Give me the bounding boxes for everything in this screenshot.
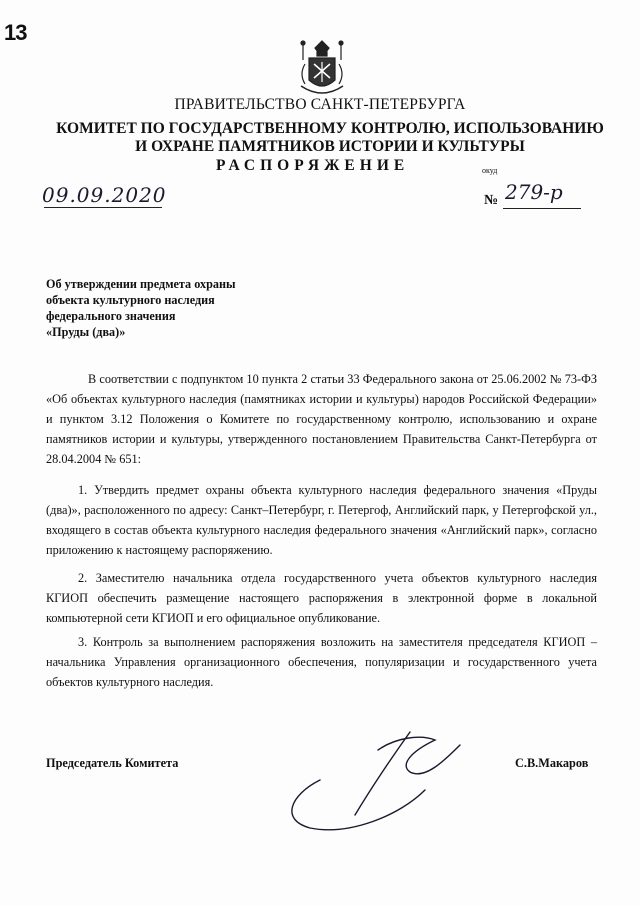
subject-line-1: Об утверждении предмета охраны [46,277,236,291]
committee-name-line-1: КОМИТЕТ ПО ГОСУДАРСТВЕННОМУ КОНТРОЛЮ, ИСПОЛЬЗОВАНИЮ [56,120,604,137]
document-subject [46,276,306,340]
item-2-paragraph: 2. Заместителю начальника отдела государственного учета объектов культурного наследия КГИОП обеспечить размещение настоящего распоряжения в электронной форме в локальной компьютерной сети КГИОП и его официальное опубликование. [46,571,597,625]
signatory-title: Председатель Комитета [46,756,179,770]
government-title: ПРАВИТЕЛЬСТВО САНКТ-ПЕТЕРБУРГА [174,96,466,113]
coat-of-arms-icon [295,38,349,100]
document-type: РАСПОРЯЖЕНИЕ [216,157,410,174]
okud-label: окуд [482,166,498,175]
item-1-paragraph: 1. Утвердить предмет охраны объекта культурного наследия федерального значения «Пруды (два)», расположенного по адресу: Санкт–Петербург, г. Петергоф, Английский парк, у Петергофской ул., входящего в состав объекта культурного наследия федерального значения «Английский парк», согласно приложению к настоящему распоряжению. [46,483,597,557]
number-underline [503,208,581,209]
archive-stamp: 13 [4,20,27,45]
document-number: 279-р [505,180,563,204]
committee-name [40,120,620,156]
subject-line-4: «Пруды (два)» [46,325,126,339]
committee-name-line-2: И ОХРАНЕ ПАМЯТНИКОВ ИСТОРИИ И КУЛЬТУРЫ [135,138,525,155]
signatory-name: С.В.Макаров [515,756,589,770]
date-underline [44,207,162,208]
number-label: № [484,193,499,208]
document-date: 09.09.2020 [42,183,167,207]
handwritten-signature [260,720,480,840]
item-3-paragraph: 3. Контроль за выполнением распоряжения возложить на заместителя председателя КГИОП – начальника Управления организационного обеспечения, популяризации и государственного учета объектов культурного наследия. [46,635,597,689]
subject-line-3: федерального значения [46,309,176,323]
subject-line-2: объекта культурного наследия [46,293,215,307]
preamble-paragraph: В соответствии с подпунктом 10 пункта 2 статьи 33 Федерального закона от 25.06.2002 № 73-ФЗ «Об объектах культурного наследия (памятниках истории и культуры) народов Российской Федерации» и пунктом 3.12 Положения о Комитете по государственному контролю, использованию и охране памятников истории и культуры, утвержденного постановлением Правительства Санкт-Петербурга от 28.04.2004 № 651: [46,372,597,466]
